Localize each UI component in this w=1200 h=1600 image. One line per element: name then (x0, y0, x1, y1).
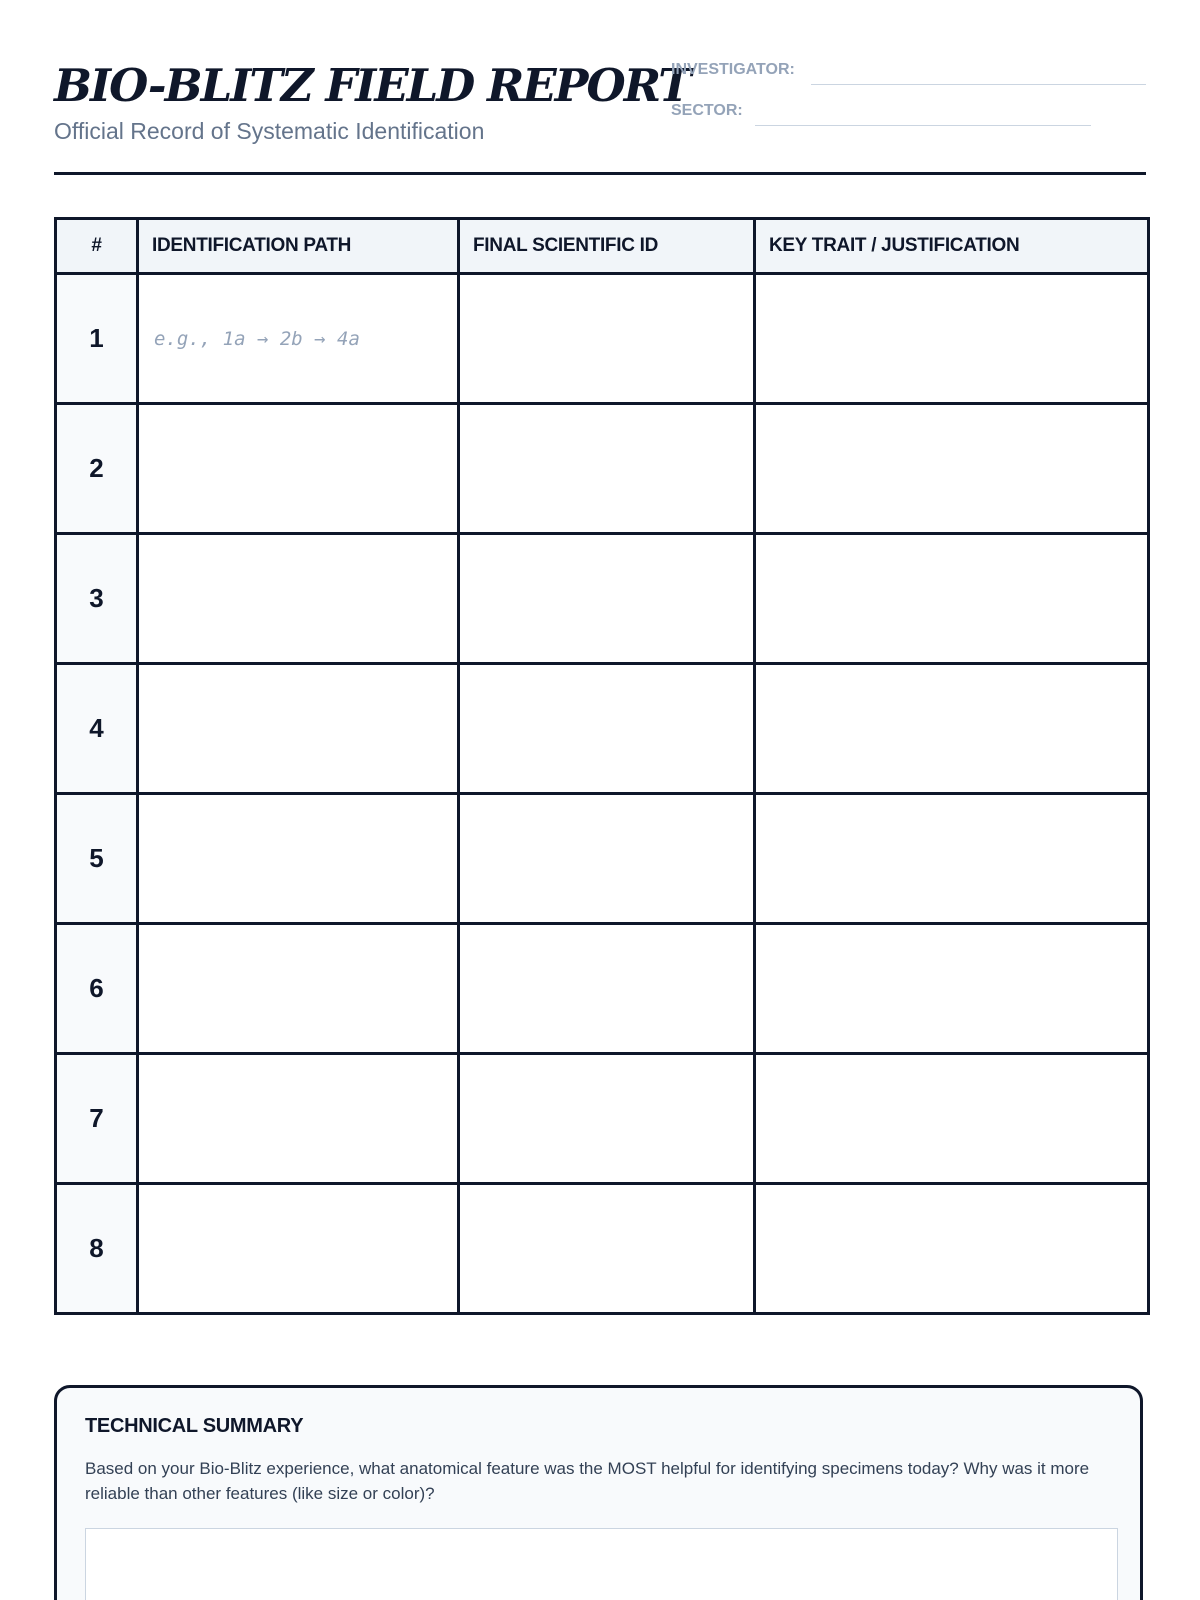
identification-path-cell[interactable] (138, 534, 459, 664)
header-divider (54, 172, 1146, 175)
final-scientific-id-cell[interactable] (459, 794, 755, 924)
summary-title: TECHNICAL SUMMARY (85, 1415, 304, 1437)
row-number: 3 (56, 534, 138, 664)
table-row (56, 534, 1149, 664)
row-number: 2 (56, 404, 138, 534)
final-scientific-id-cell[interactable] (459, 1054, 755, 1184)
table-row (56, 274, 1149, 404)
sector-field[interactable] (755, 125, 1091, 126)
investigator-label: INVESTIGATOR: (671, 61, 795, 78)
identification-path-cell[interactable] (138, 794, 459, 924)
row-number: 1 (56, 274, 138, 404)
key-trait-cell[interactable] (755, 404, 1149, 534)
final-scientific-id-cell[interactable] (459, 924, 755, 1054)
table-body (56, 274, 1149, 1314)
table-row (56, 794, 1149, 924)
row-number: 4 (56, 664, 138, 794)
identification-path-cell[interactable] (138, 1184, 459, 1314)
key-trait-cell[interactable] (755, 924, 1149, 1054)
row-number: 8 (56, 1184, 138, 1314)
table-header-row (56, 219, 1149, 274)
table-row (56, 1184, 1149, 1314)
table-row (56, 664, 1149, 794)
summary-answer-box[interactable] (85, 1528, 1118, 1600)
row-number: 6 (56, 924, 138, 1054)
identification-path-cell[interactable] (138, 664, 459, 794)
identification-path-cell[interactable] (138, 1054, 459, 1184)
column-header-key-trait: KEY TRAIT / JUSTIFICATION (755, 219, 1149, 274)
key-trait-cell[interactable] (755, 794, 1149, 924)
key-trait-cell[interactable] (755, 534, 1149, 664)
final-scientific-id-cell[interactable] (459, 534, 755, 664)
identification-path-cell[interactable] (138, 404, 459, 534)
sector-label: SECTOR: (671, 102, 743, 119)
column-header-number: # (56, 219, 138, 274)
identification-path-cell[interactable] (138, 274, 459, 404)
row-number: 7 (56, 1054, 138, 1184)
key-trait-cell[interactable] (755, 1184, 1149, 1314)
key-trait-cell[interactable] (755, 1054, 1149, 1184)
technical-summary-panel (54, 1385, 1143, 1600)
report-header (54, 0, 1146, 178)
page-title: BIO-BLITZ FIELD REPORT (54, 59, 690, 112)
table-row (56, 404, 1149, 534)
final-scientific-id-cell[interactable] (459, 404, 755, 534)
final-scientific-id-cell[interactable] (459, 664, 755, 794)
column-header-identification-path: IDENTIFICATION PATH (138, 219, 459, 274)
page-subtitle: Official Record of Systematic Identification (54, 118, 485, 144)
final-scientific-id-cell[interactable] (459, 274, 755, 404)
key-trait-cell[interactable] (755, 664, 1149, 794)
column-header-final-scientific-id: FINAL SCIENTIFIC ID (459, 219, 755, 274)
identification-path-placeholder: e.g., 1a → 2b → 4a (154, 327, 360, 350)
key-trait-cell[interactable] (755, 274, 1149, 404)
identification-path-cell[interactable] (138, 924, 459, 1054)
table-row (56, 1054, 1149, 1184)
table-row (56, 924, 1149, 1054)
summary-prompt: Based on your Bio-Blitz experience, what anatomical feature was the MOST helpful for identifying specimens today? Why was it more reliable than other features (like size or color)? (85, 1459, 1090, 1503)
row-number: 5 (56, 794, 138, 924)
final-scientific-id-cell[interactable] (459, 1184, 755, 1314)
identification-table (54, 217, 1150, 1315)
investigator-field[interactable] (811, 84, 1146, 85)
